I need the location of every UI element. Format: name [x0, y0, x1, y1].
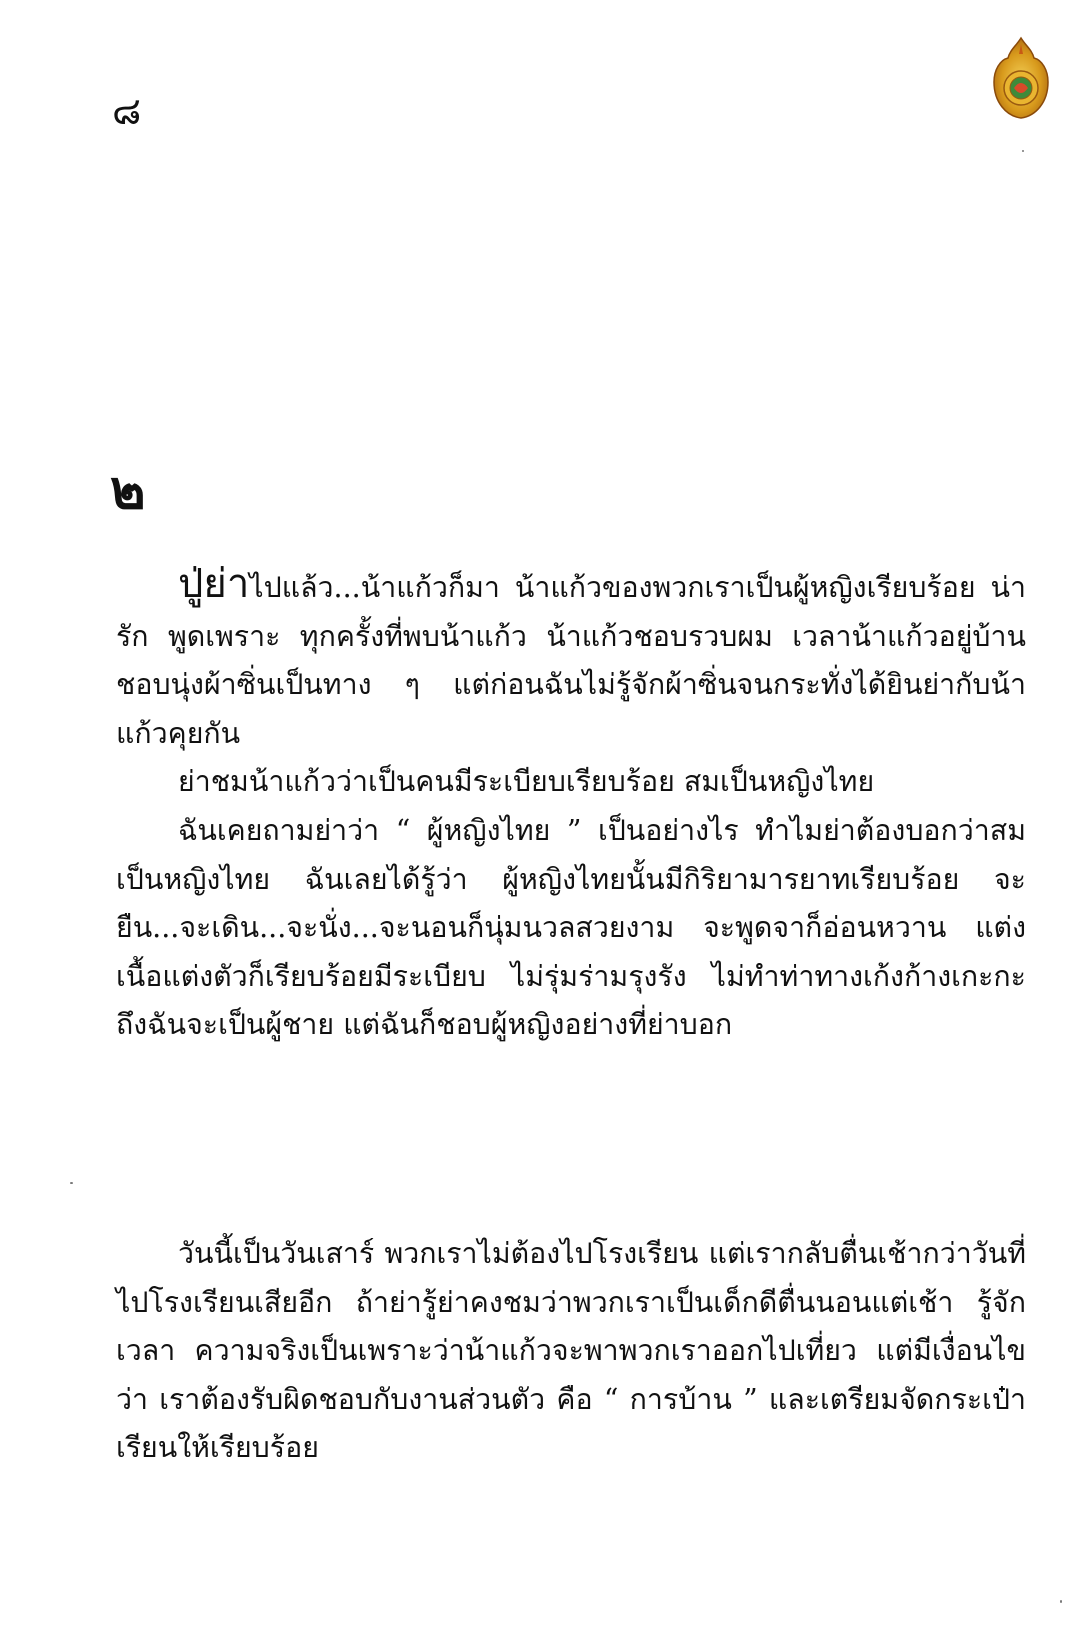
paragraph-1 [116, 560, 1026, 758]
chapter-number: ๒ [110, 457, 146, 521]
scan-speck [70, 1182, 73, 1184]
scan-speck [1060, 1600, 1062, 1603]
paragraph-lead: ปู่ย่า [178, 561, 250, 607]
paragraph-3: ฉันเคยถามย่าว่า “ ผู้หญิงไทย ” เป็นอย่างไร ทำไมย่าต้องบอกว่าสมเป็นหญิงไทย ฉันเลยได้รู้ว่า ผู้หญิงไทยนั้นมีกิริยามารยาทเรียบร้อย จะยืน...จะเดิน...จะนั่ง...จะนอนก็นุ่มนวลสวยงาม จะพูดจาก็อ่อนหวาน แต่งเนื้อแต่งตัวก็เรียบร้อยมีระเบียบ ไม่รุ่มร่ามรุงรัง ไม่ทำท่าทางเก้งก้างเกะกะ ถึงฉันจะเป็นผู้ชาย แต่ฉันก็ชอบผู้หญิงอย่างที่ย่าบอก [116, 813, 1026, 1042]
section-1 [116, 560, 1026, 1050]
section-2 [116, 1230, 1026, 1473]
paragraph-2: ย่าชมน้าแก้วว่าเป็นคนมีระเบียบเรียบร้อย สมเป็นหญิงไทย [178, 765, 875, 799]
paragraph-4: วันนี้เป็นวันเสาร์ พวกเราไม่ต้องไปโรงเรียน แต่เรากลับตื่นเช้ากว่าวันที่ไปโรงเรียนเสียอีก ถ้าย่ารู้ย่าคงชมว่าพวกเราเป็นเด็กดีตื่นนอนแต่เช้า รู้จักเวลา ความจริงเป็นเพราะว่าน้าแก้วจะพาพวกเราออกไปเที่ยว แต่มีเงื่อนไขว่า เราต้องรับผิดชอบกับงานส่วนตัว คือ “ การบ้าน ” และเตรียมจัดกระเป๋าเรียนให้เรียบร้อย [116, 1237, 1026, 1465]
paragraph-1-text: ไปแล้ว...น้าแก้วก็มา น้าแก้วของพวกเราเป็นผู้หญิงเรียบร้อย น่ารัก พูดเพราะ ทุกครั้งที่พบน้าแก้ว น้าแก้วชอบรวบผม เวลาน้าแก้วอยู่บ้านชอบนุ่งผ้าซิ่นเป็นทาง ๆ แต่ก่อนฉันไม่รู้จักผ้าซิ่นจนกระทั่งได้ยินย่ากับน้าแก้วคุยกัน [116, 571, 1026, 750]
school-emblem-icon [990, 36, 1052, 120]
scan-speck [1022, 150, 1024, 152]
page-number: ๘ [112, 89, 142, 133]
